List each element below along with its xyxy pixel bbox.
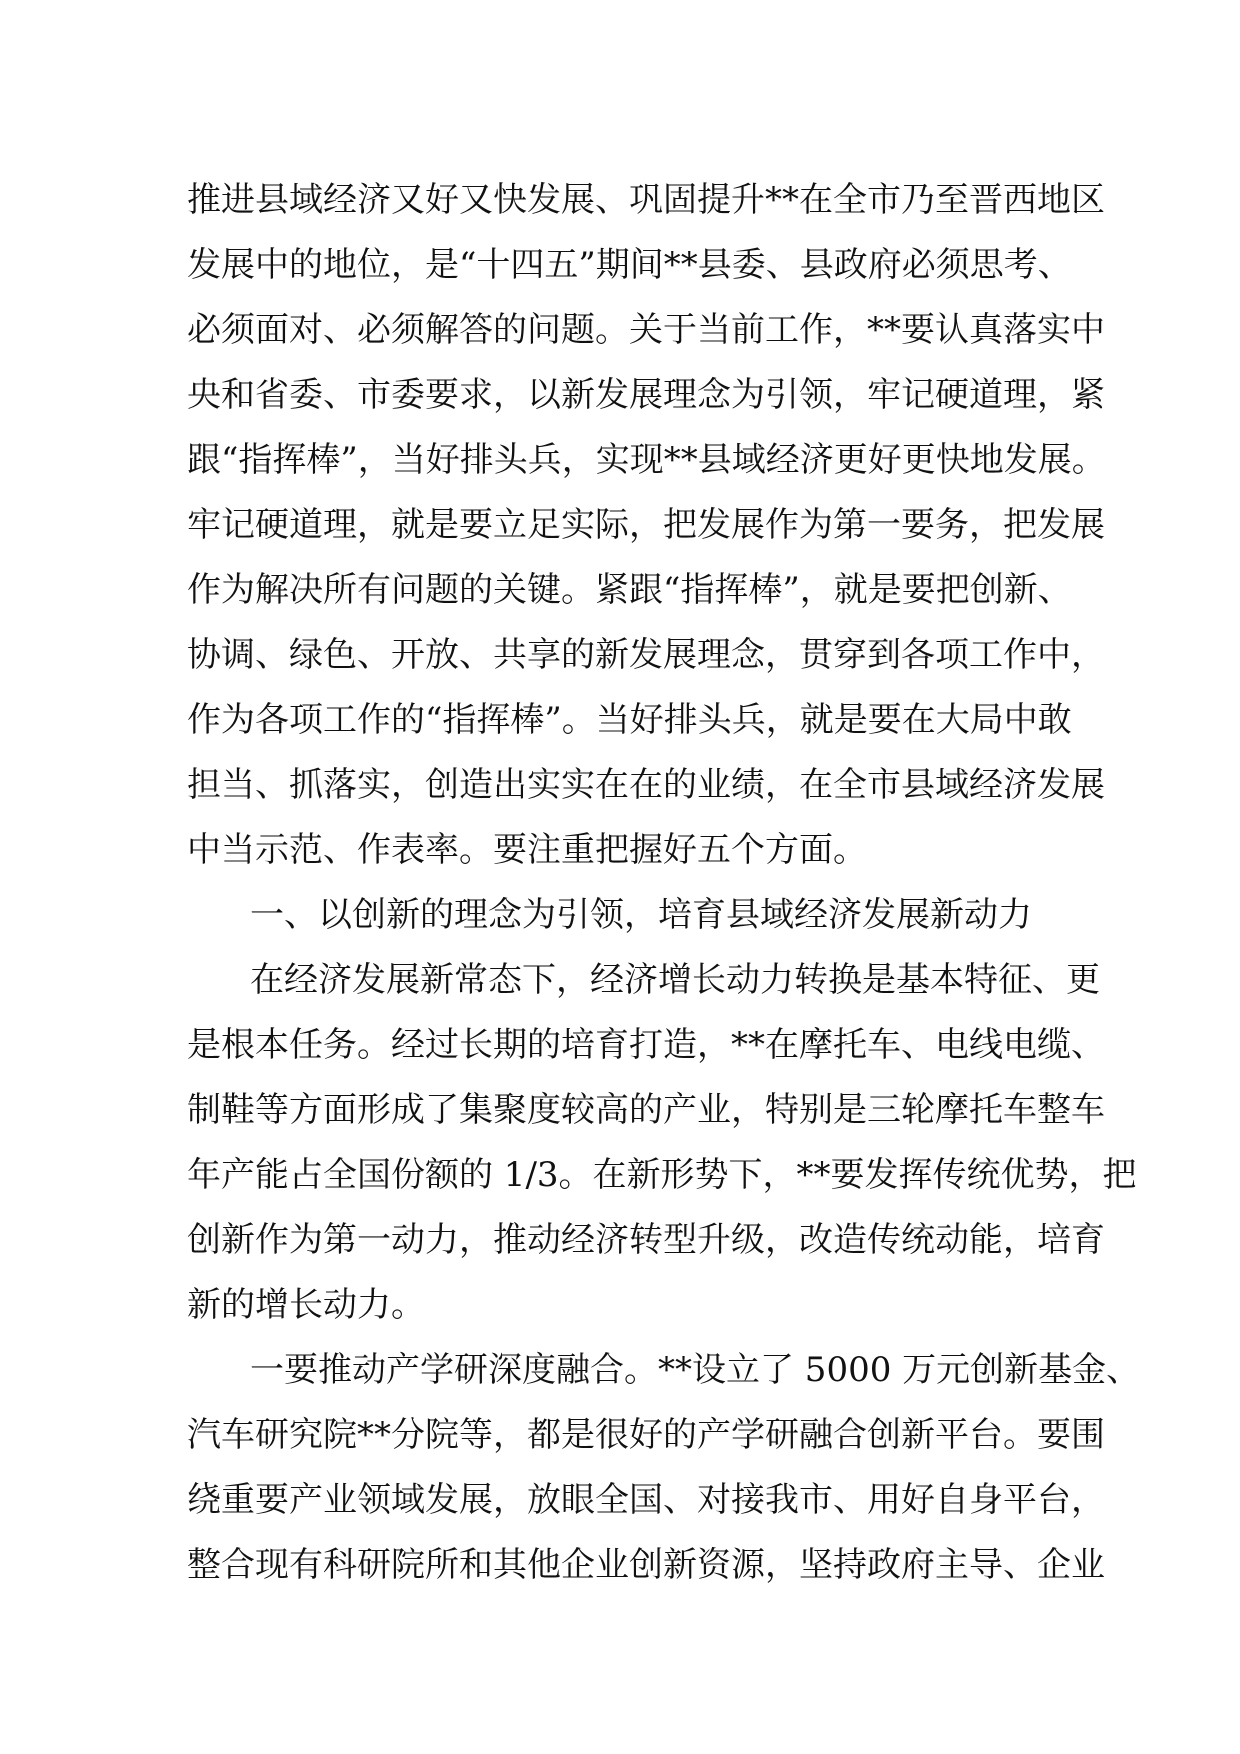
- text-line: 协调、绿色、开放、共享的新发展理念，贯穿到各项工作中，: [187, 635, 1105, 675]
- paragraph-first-line: 一要推动产学研深度融合。**设立了 5000 万元创新基金、: [250, 1350, 1141, 1390]
- text-line: 发展中的地位，是“十四五”期间**县委、县政府必须思考、: [187, 245, 1072, 285]
- text-line: 整合现有科研院所和其他企业创新资源，坚持政府主导、企业: [187, 1545, 1105, 1585]
- text-line: 作为各项工作的“指挥棒”。当好排头兵，就是要在大局中敢: [187, 700, 1072, 740]
- section-heading: 一、以创新的理念为引领，培育县域经济发展新动力: [250, 895, 1032, 935]
- text-line: 新的增长动力。: [187, 1285, 425, 1325]
- paragraph-first-line: 在经济发展新常态下，经济增长动力转换是基本特征、更: [250, 960, 1100, 1000]
- text-line: 是根本任务。经过长期的培育打造，**在摩托车、电线电缆、: [187, 1025, 1105, 1065]
- text-line: 必须面对、必须解答的问题。关于当前工作，**要认真落实中: [187, 310, 1105, 350]
- text-line: 汽车研究院**分院等，都是很好的产学研融合创新平台。要围: [187, 1415, 1105, 1455]
- text-line: 绕重要产业领域发展，放眼全国、对接我市、用好自身平台，: [187, 1480, 1105, 1520]
- text-line: 央和省委、市委要求，以新发展理念为引领，牢记硬道理，紧: [187, 375, 1105, 415]
- text-line: 创新作为第一动力，推动经济转型升级，改造传统动能，培育: [187, 1220, 1105, 1260]
- text-line: 制鞋等方面形成了集聚度较高的产业，特别是三轮摩托车整车: [187, 1090, 1105, 1130]
- text-line: 年产能占全国份额的 1/3。在新形势下，**要发挥传统优势，把: [187, 1155, 1137, 1195]
- text-line: 中当示范、作表率。要注重把握好五个方面。: [187, 830, 867, 870]
- text-line: 担当、抓落实，创造出实实在在的业绩，在全市县域经济发展: [187, 765, 1105, 805]
- text-line: 牢记硬道理，就是要立足实际，把发展作为第一要务，把发展: [187, 505, 1105, 545]
- text-line: 推进县域经济又好又快发展、巩固提升**在全市乃至晋西地区: [187, 180, 1105, 220]
- document-body: [187, 168, 1141, 1598]
- text-line: 跟“指挥棒”，当好排头兵，实现**县域经济更好更快地发展。: [187, 440, 1106, 480]
- text-line: 作为解决所有问题的关键。紧跟“指挥棒”，就是要把创新、: [187, 570, 1072, 610]
